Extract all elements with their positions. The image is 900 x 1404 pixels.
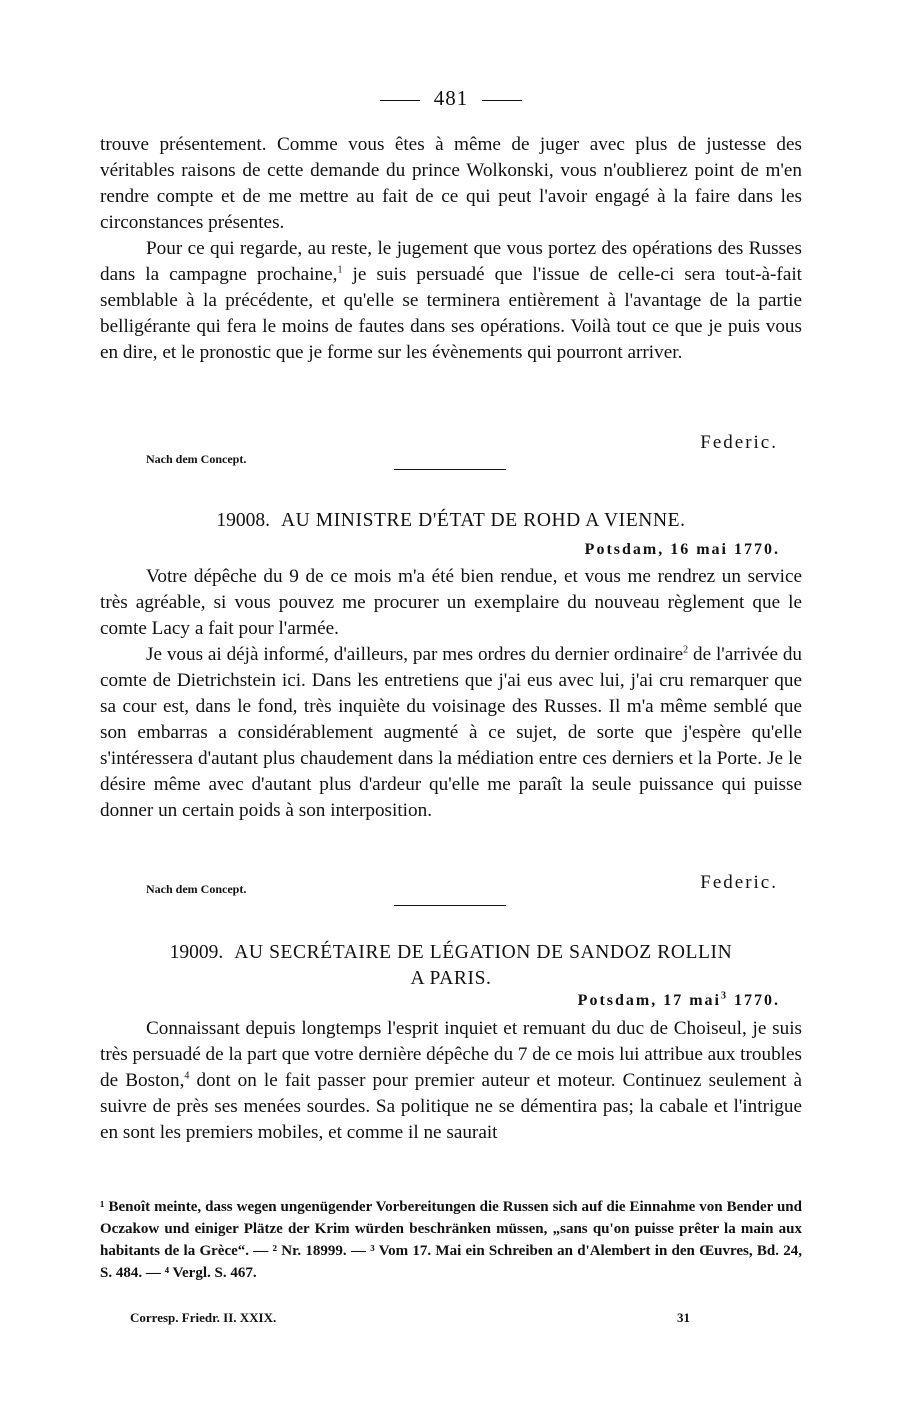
paragraph: Votre dépêche du 9 de ce mois m'a été bien rendue, et vous me rendrez un service très agréable, si vous pouvez me procurer un exemplaire du nouveau règlement que le comte Lacy a fait pour l'armée. <box>100 566 802 639</box>
footnote-ref: 4 <box>184 1070 190 1082</box>
concept-note: Nach dem Concept. <box>146 452 247 466</box>
paragraph-text: de l'arrivée du comte de Dietrichstein ici. Dans les entretiens que j'ai eus avec lui, j'ai cru remarquer que sa cour est, dans le fond, très inquiète du voisinage des Russes. Il m'a même semblé que son embarras a considérablement augmenté à ce sujet, de sorte que j'espère qu'elle s'intéressera d'autant plus chaudement dans la médiation entre ces derniers et la Porte. Je le désire même avec d'autant plus d'ardeur qu'elle me paraît la seule puissance qui puisse donner un certain poids à son interposition. <box>100 644 803 821</box>
letter-title-line2: A PARIS. <box>410 968 492 989</box>
footnote-ref: 1 <box>337 264 343 276</box>
dateline <box>578 992 780 1010</box>
paragraph-text: je suis persuadé que l'issue de celle-ci sera tout-à-fait semblable à la précédente, et qu'elle se terminera entièrement à l'avantage de la partie belligérante qui fera le moins de fautes dans ses opérations. Voilà tout ce que je puis vous en dire, et le pronostic que je forme sur les évènements qui pourront arriver. <box>100 264 803 363</box>
paragraph: trouve présentement. Comme vous êtes à même de juger avec plus de justesse des véritables raisons de cette demande du prince Wolkonski, vous n'oublierez point de m'en rendre compte et de me mettre au fait de ce qui peut l'avoir engagé à la faire dans les circonstances présentes. <box>100 134 802 233</box>
letter-title: AU MINISTRE D'ÉTAT DE ROHD A VIENNE. <box>280 510 686 531</box>
footnote-ref: 3 <box>721 990 728 1002</box>
paragraph-text: Connaissant depuis longtemps l'esprit inquiet et remuant du duc de Choiseul, je suis très persuadé de la part que votre dernière dépêche du 7 de ce mois lui attribue aux troubles de Boston, <box>100 1018 802 1091</box>
paragraph-text: Je vous ai déjà informé, d'ailleurs, par mes ordres du dernier ordinaire <box>146 644 684 665</box>
signature-mark: 31 <box>677 1310 690 1325</box>
page-header <box>100 86 802 111</box>
paragraph-text: Pour ce qui regarde, au reste, le jugement que vous portez des opérations des Russes dans la campagne prochaine, <box>100 238 802 285</box>
paragraph <box>100 236 802 366</box>
letter-heading <box>100 942 802 964</box>
page-footer <box>130 1310 690 1326</box>
letter-body <box>100 564 802 824</box>
dateline-year: 1770. <box>728 992 780 1009</box>
paragraph <box>100 642 802 824</box>
page-number: 481 <box>433 86 469 110</box>
section-divider <box>394 905 506 906</box>
letter-number: 19009. <box>169 942 224 963</box>
concept-note: Nach dem Concept. <box>146 882 247 896</box>
dateline: Potsdam, 16 mai 1770. <box>584 541 780 558</box>
letter-number: 19008. <box>216 510 270 531</box>
dateline-text: Potsdam, 17 mai <box>577 992 721 1009</box>
signature: Federic. <box>700 872 778 893</box>
paragraph-text: dont on le fait passer pour premier auteur et moteur. Continuez seulement à suivre de près ses menées sourdes. Sa politique ne se démentira pas; la cabale et l'intrigue en sont les premiers mobiles, et comme il ne saurait <box>100 1070 802 1143</box>
letter-title: AU SECRÉTAIRE DE LÉGATION DE SANDOZ ROLLIN <box>234 942 733 963</box>
letter-body <box>100 1016 802 1146</box>
footnotes: ¹ Benoît meinte, dass wegen ungenügender Vorbereitungen die Russen sich auf die Einnahme von Bender und Oczakow und einiger Plätze der Krim würden beschränken müssen, „sans qu'on puisse prêter la main aux habitants de la Grèce“. — ² Nr. 18999. — ³ Vom 17. Mai ein Schreiben an d'Alembert in den Œuvres, Bd. 24, S. 484. — ⁴ Vergl. S. 467. <box>100 1199 802 1281</box>
paragraph <box>100 1016 802 1146</box>
footnote-ref: 2 <box>683 644 689 656</box>
header-dash-left <box>380 100 420 101</box>
footer-source: Corresp. Friedr. II. XXIX. <box>130 1310 277 1325</box>
header-dash-right <box>482 100 522 101</box>
section-divider <box>394 469 506 470</box>
previous-letter-body <box>100 132 802 366</box>
letter-heading <box>100 510 802 532</box>
signature: Federic. <box>700 432 778 453</box>
